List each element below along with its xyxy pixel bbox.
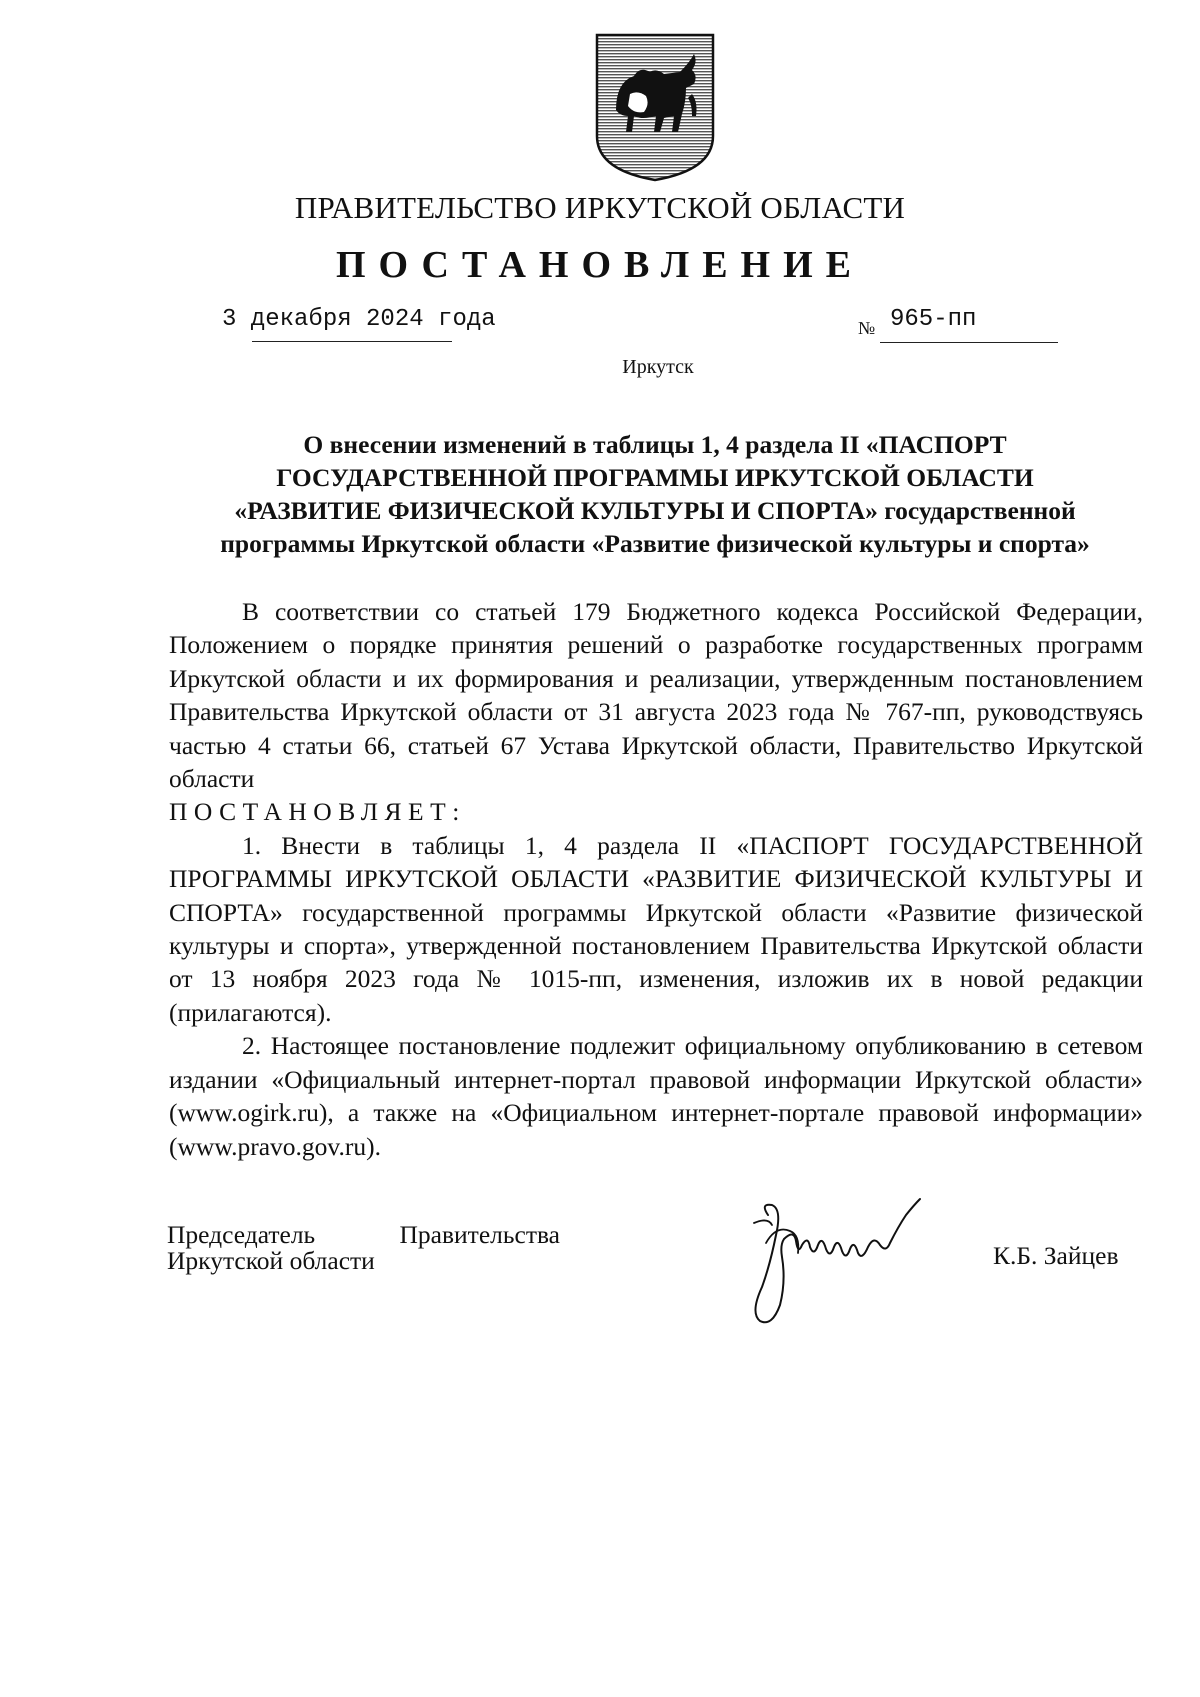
document-date: 3 декабря 2024 года [222,306,496,333]
title-line: «РАЗВИТИЕ ФИЗИЧЕСКОЙ КУЛЬТУРЫ И СПОРТА» государственной [234,496,1076,525]
item-1-paragraph: 1. Внести в таблицы 1, 4 раздела II «ПАСПОРТ ГОСУДАРСТВЕННОЙ ПРОГРАММЫ ИРКУТСКОЙ ОБЛАСТИ «РАЗВИТИЕ ФИЗИЧЕСКОЙ КУЛЬТУРЫ И СПОРТА» государственной программы Иркутской области «Развитие физической культуры и спорта», утвержденной постановлением Правительства Иркутской области от 13 ноября 2023 года № 1015-пп, изменения, изложив их в новой редакции (прилагаются). [169,830,1143,1027]
preamble-paragraph: В соответствии со статьей 179 Бюджетного кодекса Российской Федерации, Положением о порядке принятия решений о разработке государственных программ Иркутской области и их формирования и реализации, утвержденным постановлением Правительства Иркутской области от 31 августа 2023 года № 767-пп, руководствуясь частью 4 статьи 66, статьей 67 Устава Иркутской области, Правительство Иркутской области [169,597,1143,794]
document-title [160,428,1150,560]
resolves-heading: ПОСТАНОВЛЯЕТ: [169,797,466,827]
signatory-name: К.Б. Зайцев [993,1241,1119,1270]
position-line: Иркутской области [167,1246,375,1275]
coat-of-arms-emblem [594,32,716,182]
position-word: Правительства [399,1220,560,1249]
date-underline [252,341,452,342]
signatory-position [167,1222,560,1274]
title-line: программы Иркутской области «Развитие физической культуры и спорта» [220,529,1090,558]
position-word: Председатель [167,1220,316,1249]
document-body [169,595,1143,1163]
number-sign: № [858,318,876,338]
number-underline [880,342,1058,343]
city: Иркутск [622,356,694,378]
document-number: 965-пп [890,306,977,333]
government-name: ПРАВИТЕЛЬСТВО ИРКУТСКОЙ ОБЛАСТИ [294,190,906,225]
title-line: ГОСУДАРСТВЕННОЙ ПРОГРАММЫ ИРКУТСКОЙ ОБЛАСТИ [276,463,1034,492]
item-2-paragraph: 2. Настоящее постановление подлежит официальному опубликованию в сетевом издании «Официальный интернет-портал правовой информации Иркутской области» (www.ogirk.ru), а также на «Официальном интернет-портале правовой информации» (www.pravo.gov.ru). [169,1031,1143,1161]
handwritten-signature [710,1195,960,1330]
title-line: О внесении изменений в таблицы 1, 4 раздела II «ПАСПОРТ [303,430,1007,459]
document-type-heading: ПОСТАНОВЛЕНИЕ [335,244,865,286]
